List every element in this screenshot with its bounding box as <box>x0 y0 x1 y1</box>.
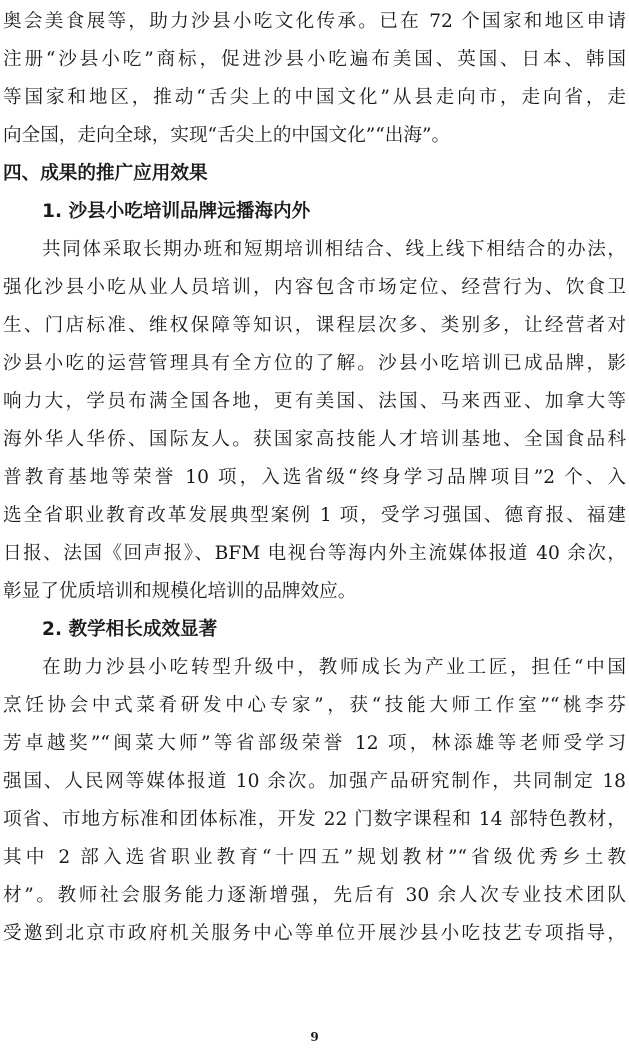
paragraph-line: 普教育基地等荣誉 10 项，入选省级“终身学习品牌项目”2 个、入 <box>3 467 626 488</box>
paragraph-line: 奥会美食展等，助力沙县小吃文化传承。已在 72 个国家和地区申请 <box>3 11 626 32</box>
paragraph-line: 受邀到北京市政府机关服务中心等单位开展沙县小吃技艺专项指导， <box>3 923 626 944</box>
paragraph-line: 强国、人民网等媒体报道 10 余次。加强产品研究制作，共同制定 18 <box>3 771 626 792</box>
paragraph-line: 材”。教师社会服务能力逐渐增强，先后有 30 余人次专业技术团队 <box>3 885 626 906</box>
page-number: 9 <box>310 1030 319 1044</box>
paragraph-line: 向全国，走向全球，实现“舌尖上的中国文化”“出海”。 <box>3 125 451 146</box>
paragraph-line: 彰显了优质培训和规模化培训的品牌效应。 <box>3 581 357 602</box>
paragraph-line: 注册“沙县小吃”商标，促进沙县小吃遍布美国、英国、日本、韩国 <box>3 49 626 70</box>
paragraph-line: 共同体采取长期办班和短期培训相结合、线上线下相结合的办法， <box>42 239 626 260</box>
paragraph-line: 响力大，学员布满全国各地，更有美国、法国、马来西亚、加拿大等 <box>3 391 626 412</box>
paragraph-line: 烹饪协会中式菜肴研发中心专家”，获“技能大师工作室”“桃李芬 <box>3 695 626 716</box>
paragraph-line: 其中 2 部入选省职业教育“十四五”规划教材”“省级优秀乡土教 <box>3 847 626 868</box>
paragraph-line: 芳卓越奖”“闽菜大师”等省部级荣誉 12 项，林添雄等老师受学习 <box>3 733 626 754</box>
paragraph-line: 沙县小吃的运营管理具有全方位的了解。沙县小吃培训已成品牌，影 <box>3 353 626 374</box>
paragraph-line: 海外华人华侨、国际友人。获国家高技能人才培训基地、全国食品科 <box>3 429 626 450</box>
paragraph-line: 生、门店标准、维权保障等知识，课程层次多、类别多，让经营者对 <box>3 315 626 336</box>
paragraph-line: 强化沙县小吃从业人员培训，内容包含市场定位、经营行为、饮食卫 <box>3 277 626 298</box>
paragraph-line: 在助力沙县小吃转型升级中，教师成长为产业工匠，担任“中国 <box>42 657 626 678</box>
paragraph-line: 日报、法国《回声报》、BFM 电视台等海内外主流媒体报道 40 余次， <box>3 543 626 564</box>
paragraph-line: 项省、市地方标准和团体标准，开发 22 门数字课程和 14 部特色教材， <box>3 809 626 830</box>
paragraph-line: 等国家和地区，推动“舌尖上的中国文化”从县走向市，走向省，走 <box>3 87 626 108</box>
subsection-heading: 1. 沙县小吃培训品牌远播海内外 <box>42 201 311 222</box>
paragraph-line: 选全省职业教育改革发展典型案例 1 项，受学习强国、德育报、福建 <box>3 505 626 526</box>
section-heading: 四、成果的推广应用效果 <box>3 163 208 184</box>
subsection-heading: 2. 教学相长成效显著 <box>42 619 218 640</box>
